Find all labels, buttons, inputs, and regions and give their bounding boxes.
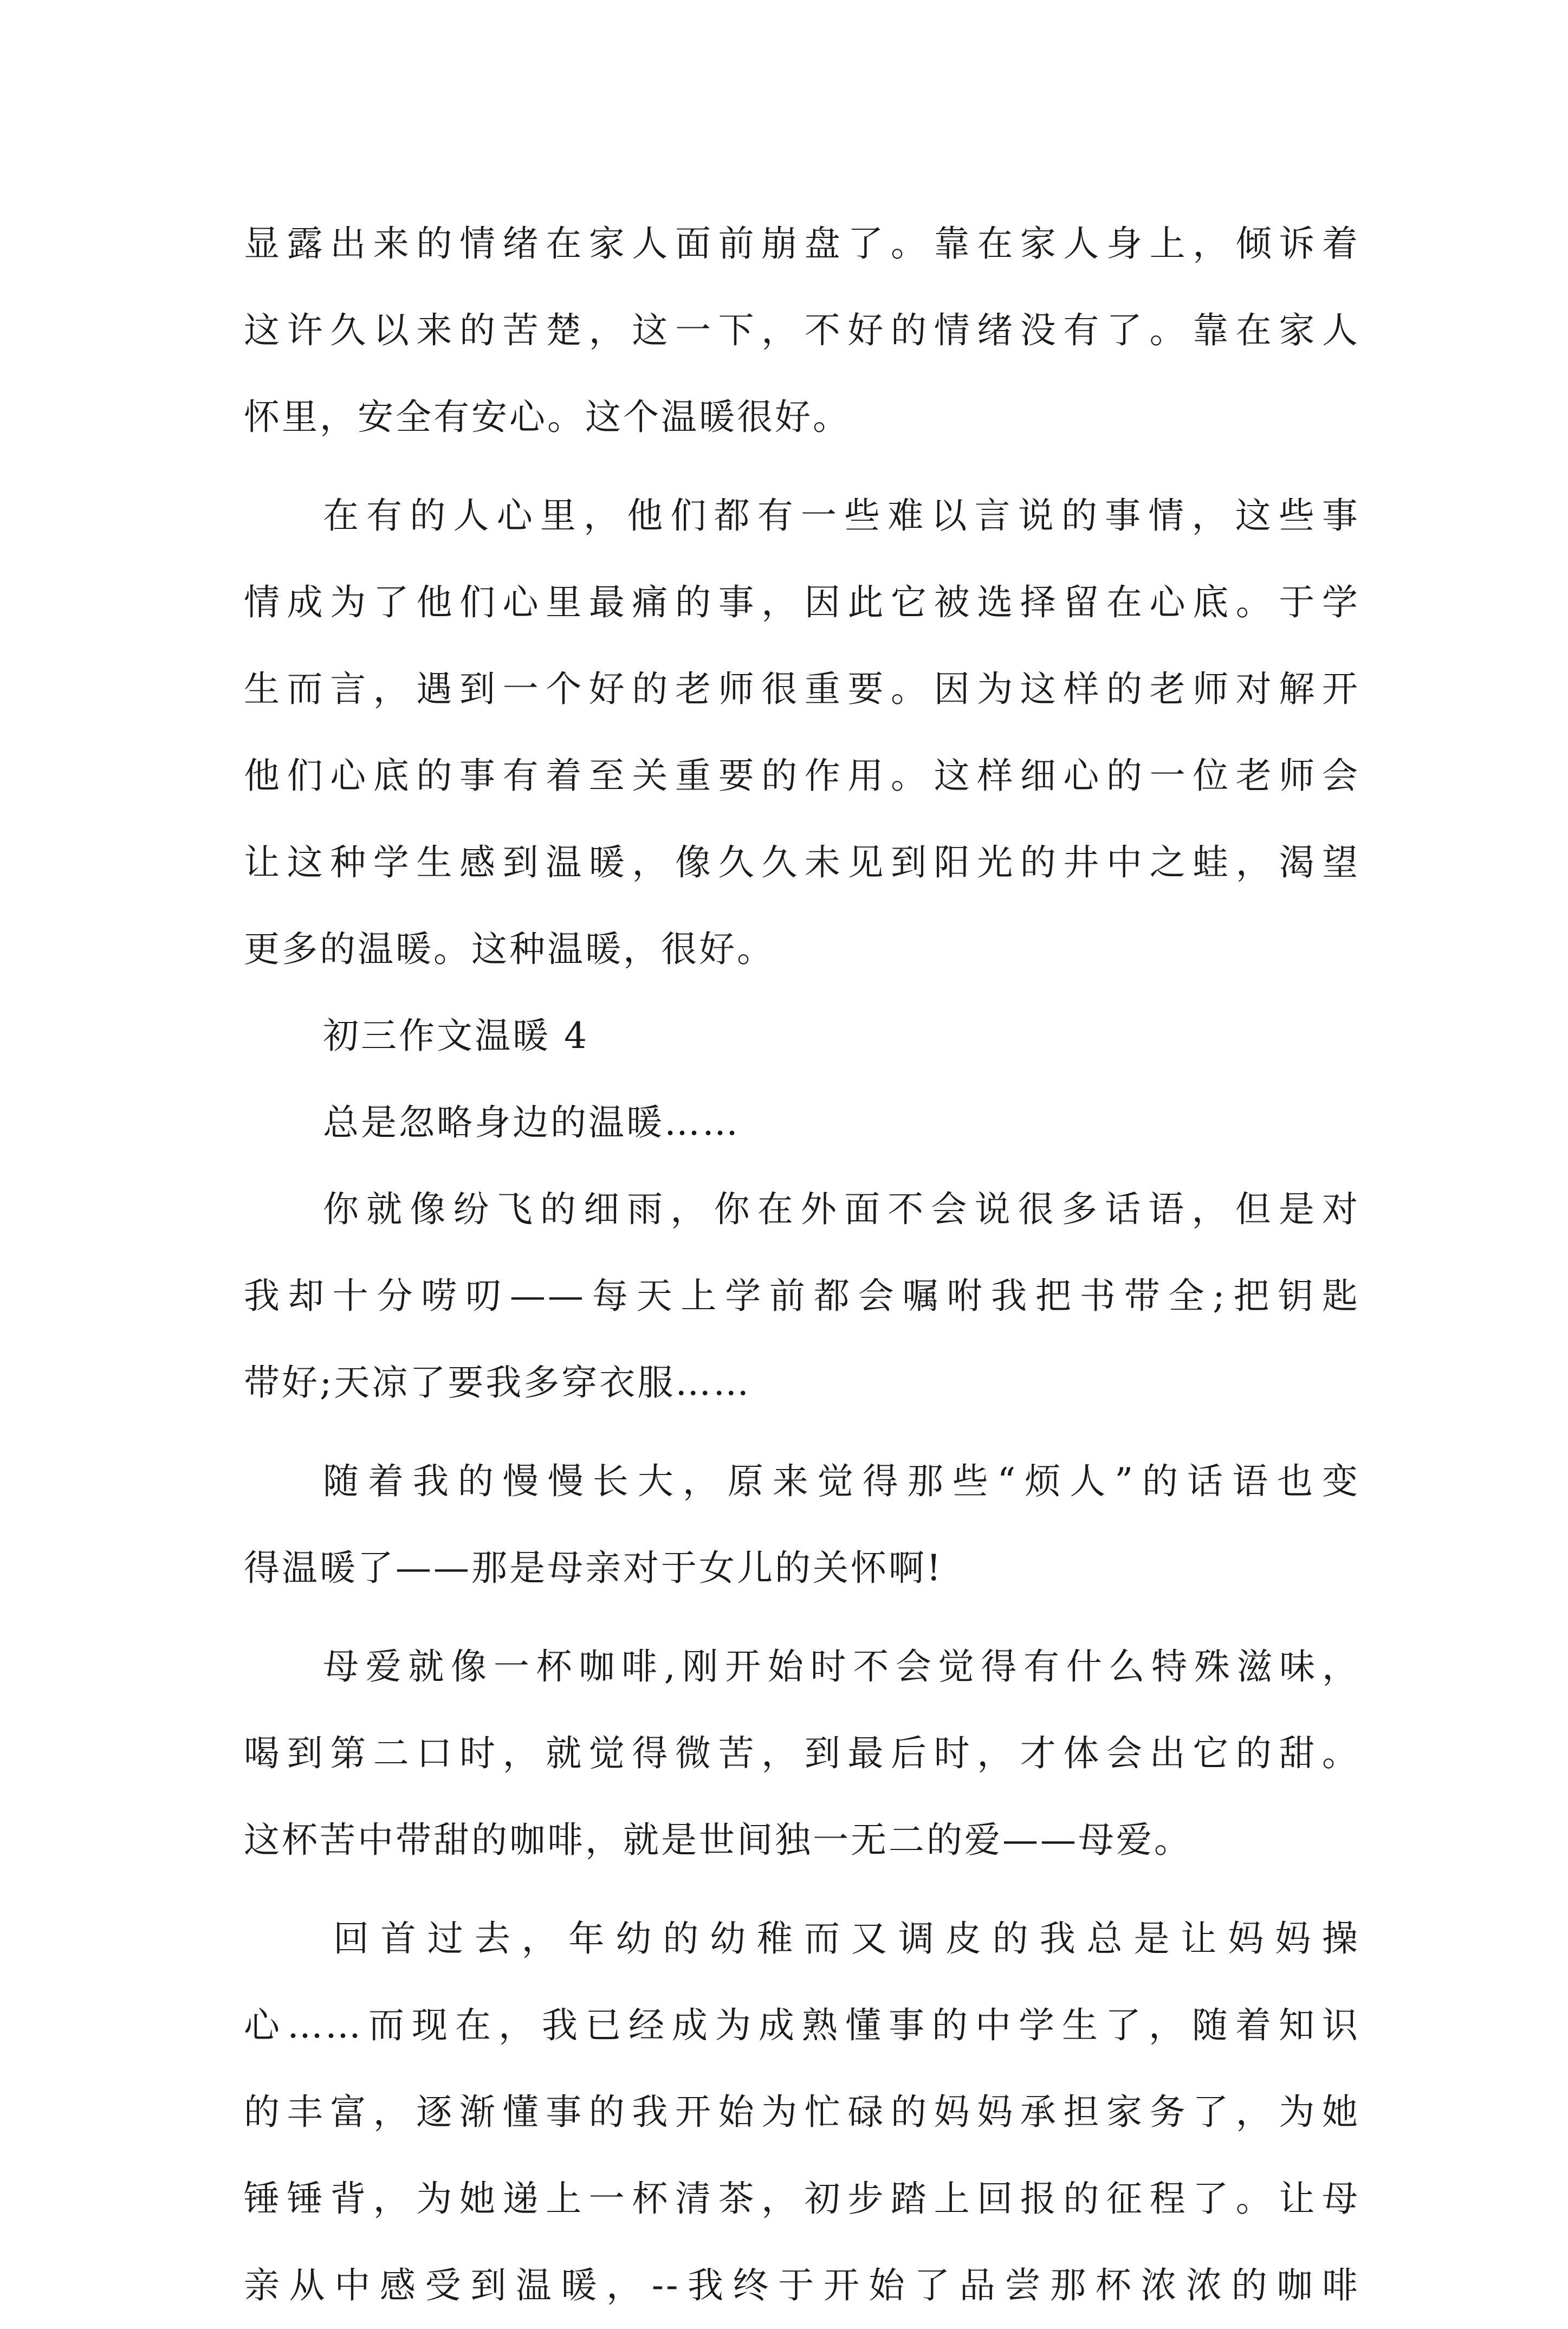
paragraph-line: 你就像纷飞的细雨，你在外面不会说很多话语，但是对 (323, 1188, 1360, 1230)
essay-body (244, 200, 1360, 2329)
paragraph-line: 生而言，遇到一个好的老师很重要。因为这样的老师对解开 (244, 668, 1360, 710)
paragraph-line: 的丰富，逐渐懂事的我开始为忙碌的妈妈承担家务了，为她 (244, 2091, 1360, 2133)
paragraph-line: 心……而现在，我已经成为成熟懂事的中学生了，随着知识 (244, 2004, 1360, 2046)
paragraph-line: 更多的温暖。这种温暖，很好。 (244, 928, 775, 970)
paragraph-line: 锤锤背，为她递上一杯清茶，初步踏上回报的征程了。让母 (244, 2178, 1360, 2220)
section-heading: 初三作文温暖 4 (323, 1015, 589, 1057)
paragraph-line: 他们心底的事有着至关重要的作用。这样细心的一位老师会 (244, 755, 1360, 797)
paragraph-line: 亲从中感受到温暖，--我终于开始了品尝那杯浓浓的咖啡 (244, 2265, 1360, 2306)
paragraph-line: 我却十分唠叨——每天上学前都会嘱咐我把书带全;把钥匙 (244, 1275, 1360, 1317)
paragraph-line: 母爱就像一杯咖啡,刚开始时不会觉得有什么特殊滋味， (323, 1646, 1360, 1687)
paragraph-line: 在有的人心里，他们都有一些难以言说的事情，这些事 (323, 495, 1360, 536)
paragraph-line: 让这种学生感到温暖，像久久未见到阳光的井中之蛙，渴望 (244, 842, 1360, 883)
paragraph-line: 随着我的慢慢长大，原来觉得那些“烦人”的话语也变 (323, 1460, 1360, 1502)
paragraph-line: 这许久以来的苦楚，这一下，不好的情绪没有了。靠在家人 (244, 309, 1360, 351)
paragraph-line: 总是忽略身边的温暖…… (323, 1102, 740, 1143)
paragraph-line: 这杯苦中带甜的咖啡，就是世间独一无二的爱——母爱。 (244, 1819, 1192, 1861)
paragraph-line: 喝到第二口时，就觉得微苦，到最后时，才体会出它的甜。 (244, 1732, 1360, 1774)
paragraph-line: 情成为了他们心里最痛的事，因此它被选择留在心底。于学 (244, 581, 1360, 623)
paragraph-line: 带好;天凉了要我多穿衣服…… (244, 1362, 751, 1403)
paragraph-line: 怀里，安全有安心。这个温暖很好。 (244, 396, 851, 438)
paragraph-line: 显露出来的情绪在家人面前崩盘了。靠在家人身上，倾诉着 (244, 223, 1360, 264)
paragraph-line: 回首过去，年幼的幼稚而又调皮的我总是让妈妈操 (333, 1918, 1360, 1959)
paragraph-line: 得温暖了——那是母亲对于女儿的关怀啊! (244, 1547, 943, 1589)
